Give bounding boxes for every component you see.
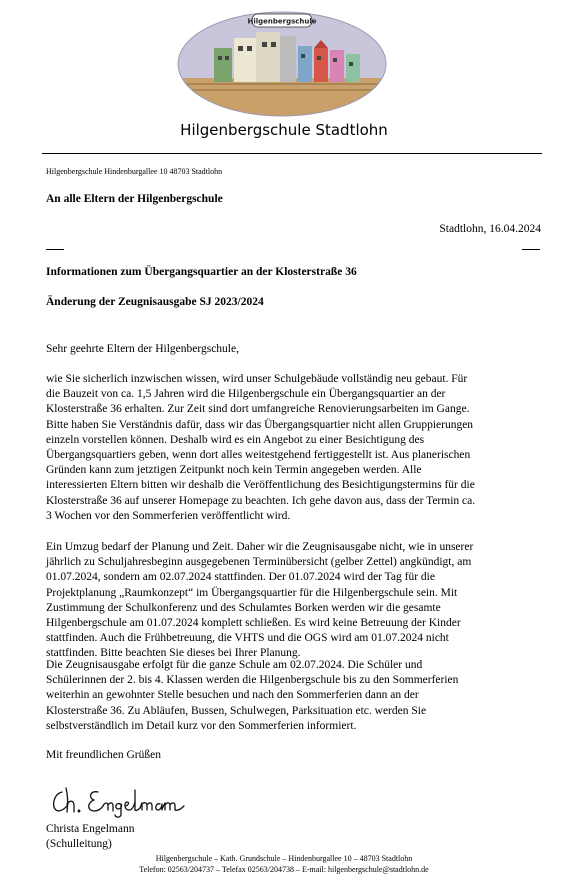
school-title: Hilgenbergschule Stadtlohn (180, 121, 388, 139)
footer-address: Hilgenbergschule – Kath. Grundschule – Hindenburgallee 10 – 48703 Stadtlohn (155, 854, 413, 863)
text-line: wie Sie sicherlich inzwischen wissen, wird unser Schulgebäude vollständig neu gebaut. Für (46, 373, 468, 385)
body-paragraph (46, 540, 546, 662)
footer (0, 853, 568, 875)
text-line: Schülerinnen der 2. bis 4. Klassen werden die Hilgenbergschule bis zu den Sommerferien (46, 674, 459, 687)
text-line: 3 Wochen vor den Sommerferien veröffentlicht wird. (46, 509, 291, 522)
text-line: Die Zeugnisausgabe erfolgt für die ganze Schule am 02.07.2024. Die Schüler und (46, 659, 423, 671)
header-rule (42, 153, 542, 154)
text-line: die Bauzeit von ca. 1,5 Jahren wird die Hilgenbergschule ein Übergangsquartier an der (46, 388, 446, 401)
salutation: Sehr geehrte Eltern der Hilgenbergschule, (46, 343, 239, 355)
body-paragraph (46, 372, 546, 524)
signer-role: (Schulleitung) (46, 838, 112, 850)
text-line: jährlich zu Schuljahresbeginn ausgegebenen Terminübersicht (gelber Zettel) angkündigt, am (46, 556, 472, 569)
text-line: Klosterstraße 36. Zu Abläufen, Bussen, Schulwegen, Parksituation etc. werden Sie (46, 704, 427, 717)
text-line: Klosterstraße 36 auf unserer Homepage zu beachten. Ich gehe davon aus, dass der Termin ca. (46, 494, 476, 507)
text-line: weiterhin an gewohnter Stelle besuchen und nach den Sommerferien dann an der (46, 689, 419, 702)
text-line: Übergangsquartiers geben, wenn dort alles weitestgehend fertiggestellt ist. Aus planerischen (46, 449, 471, 462)
place-date: Stadtlohn, 16.04.2024 (439, 223, 541, 235)
body-paragraph (46, 658, 546, 734)
text-line: Hilgenbergschule am 01.07.2024 komplett schließen. Es wird keine Betreuung der Kinder (46, 617, 461, 630)
footer-contact: Telefon: 02563/204737 – Telefax 02563/204738 – E-mail: hilgenbergschule@stadtlohn.de (139, 865, 429, 874)
closing: Mit freundlichen Grüßen (46, 749, 161, 761)
text-line: Bitte haben Sie Verständnis dafür, dass wir das Übergangsquartier nicht allen Gruppierungen (46, 418, 474, 431)
text-line: Ein Umzug bedarf der Planung und Zeit. Daher wir die Zeugnisausgabe nicht, wie in unserer (46, 541, 474, 553)
text-line: selbstverständlich im Detail kurz vor den Sommerferien informiert. (46, 719, 357, 732)
text-line: einzeln vorstellen können. Deshalb wird es ein Angebot zu einer Besichtigung des (46, 433, 425, 446)
signer-name: Christa Engelmann (46, 823, 135, 835)
text-line: Gründen kann zum jetztigen Zeitpunkt noch kein Termin angegeben werden. Alle (46, 464, 422, 477)
text-line: Zustimmung der Schulkonferenz und des Schulamtes Borken werden wir die gesamte (46, 601, 441, 614)
fold-mark-left (46, 249, 64, 250)
handwritten-signature (48, 782, 208, 818)
text-line: interessierten Eltern bitten wir deshalb die Veröffentlichung des Besichtigungstermins für die (46, 479, 475, 492)
text-line: stattfinden. Bitte beachten Sie dieses bei Ihrer Planung. (46, 647, 301, 660)
recipient: An alle Eltern der Hilgenbergschule (46, 193, 223, 205)
text-line: 01.07.2024, sondern am 02.07.2024 stattfinden. Der 01.07.2024 wird der Tag für die (46, 571, 435, 584)
text-line: Klosterstraße 36 erhalten. Zur Zeit sind dort umfangreiche Renovierungsarbeiten im Gange. (46, 403, 470, 416)
fold-mark-right (522, 249, 540, 250)
sender-address: Hilgenbergschule Hindenburgallee 10 48703 Stadtlohn (46, 167, 223, 176)
text-line: stattfinden. Auch die Frühbetreuung, die VHTS und die OGS wird am 01.07.2024 nicht (46, 632, 449, 645)
school-logo (176, 8, 388, 118)
text-line: Projektplanung „Raumkonzept“ im Übergangsquartier für die Hilgenbergschule sein. Mit (46, 586, 458, 599)
subject-line: Änderung der Zeugnisausgabe SJ 2023/2024 (46, 296, 264, 308)
subject-line: Informationen zum Übergangsquartier an der Klosterstraße 36 (46, 266, 357, 278)
svg-text:Hilgenbergschule: Hilgenbergschule (247, 17, 317, 26)
